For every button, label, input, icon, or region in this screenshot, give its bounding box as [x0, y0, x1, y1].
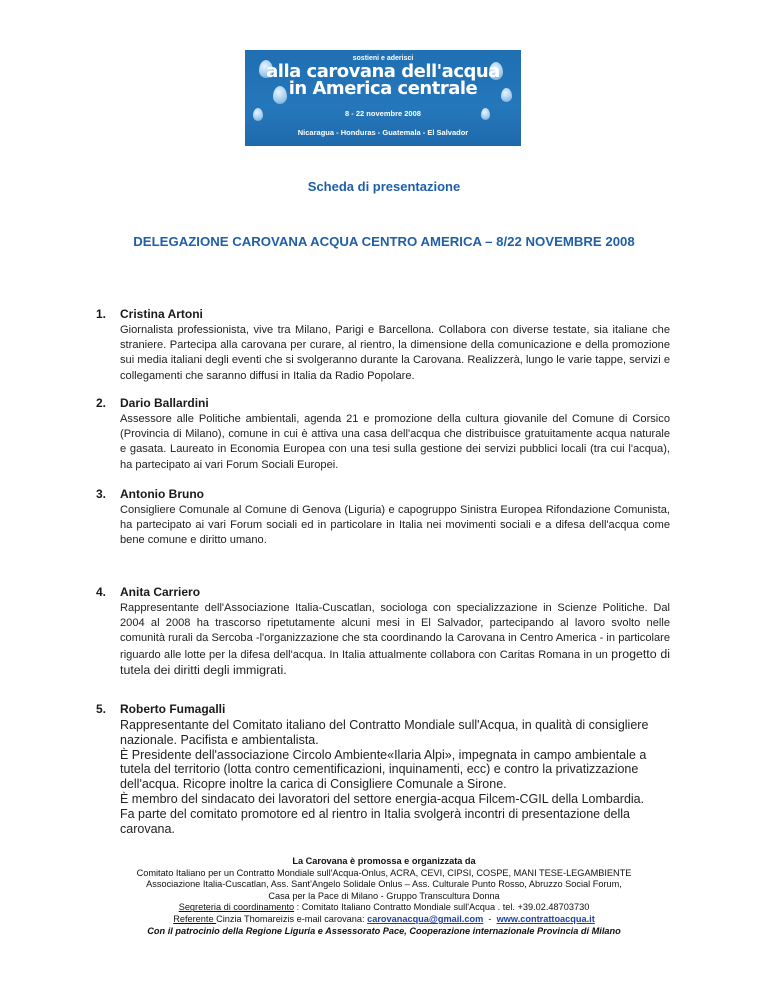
banner-countries: Nicaragua - Honduras - Guatemala - El Salvador — [297, 128, 469, 137]
entry-number: 4. — [96, 585, 107, 599]
list-item — [96, 702, 670, 836]
referent-text: Cinzia Thomareizis e-mail carovana: — [216, 913, 368, 924]
list-item — [96, 307, 670, 384]
banner-title-line1: alla carovana dell'acqua — [266, 61, 500, 82]
entry-description — [120, 718, 670, 836]
entry-name: Cristina Artoni — [120, 307, 203, 321]
entry-heading — [96, 396, 670, 412]
entry-number: 2. — [96, 396, 107, 410]
entry-name: Anita Carriero — [120, 585, 201, 599]
entry-heading — [96, 487, 670, 503]
entry-description-line: Fa parte del comitato promotore ed al rientro in Italia svolgerà incontri di presentazione della — [120, 806, 630, 821]
entry-description: Giornalista professionista, vive tra Milano, Parigi e Barcellona. Collabora con diverse testate, sia italiane che straniere. Partecipa alla carovana per curare, al rientro, la dimensione della comunicazione e della promozione sui media italiani degli eventi che si svolgeranno durante la Carovana. Realizzerà, lungo le varie tappe, servizi e collegamenti che saranno diffusi in Italia da Radio Popolare. — [120, 324, 670, 382]
list-item — [96, 487, 670, 549]
entry-heading — [96, 307, 670, 323]
footer-separator: - — [483, 913, 497, 924]
entry-name: Antonio Bruno — [120, 487, 204, 501]
website-link[interactable]: www.contrattoacqua.it — [496, 913, 595, 924]
entry-heading — [96, 585, 670, 601]
entry-description — [120, 601, 670, 679]
delegation-title: DELEGAZIONE CAROVANA ACQUA CENTRO AMERICA – 8/22 NOVEMBRE 2008 — [133, 234, 635, 249]
entry-name: Roberto Fumagalli — [120, 702, 226, 716]
footer-line: Casa per la Pace di Milano - Gruppo Transcultura Donna — [268, 890, 500, 901]
entry-description-line: È Presidente dell'associazione Circolo Ambiente«Ilaria Alpi», impegnata in campo ambientale a — [120, 747, 647, 762]
banner-logo — [245, 50, 521, 146]
email-link[interactable]: carovanacqua@gmail.com — [367, 913, 484, 924]
banner-title — [245, 63, 521, 97]
secretariat-label: Segreteria di coordinamento — [178, 902, 295, 913]
page-title: Scheda di presentazione — [307, 179, 461, 194]
entry-description: Assessore alle Politiche ambientali, agenda 21 e promozione della cultura giovanile del Comune di Corsico (Provincia di Milano), comune in cui è attiva una casa dell'acqua che distribuisce gratuitamente acqua naturale e gasata. Laureato in Economia Europea con una tesi sulla gestione dei servizi pubblici locali (tra cui l'acqua), ha partecipato ai vari Forum Sociali Europei. — [120, 413, 670, 471]
entry-name: Dario Ballardini — [120, 396, 209, 410]
entry-description: Consigliere Comunale al Comune di Genova (Liguria) e capogruppo Sinistra Europea Rifondazione Comunista, ha partecipato ai vari Forum sociali ed in particolare in Italia nei movimenti sociali e a difesa dell'acqua come bene comune e diritto umano. — [120, 504, 670, 547]
entry-description-main: Rappresentante dell'Associazione Italia-Cuscatlan, sociologa con specializzazione in Scienze Politiche. Dal 2004 al 2008 ha trascorso ripetutamente alcuni mesi in El Salvador, partecipando al lavoro svolto nelle comunità rurali da Sercoba -l'organizzazione che sta coordinando la Carovana in Centro America - in particolare riguardo alle lotte per la difesa dell'acqua. In Italia attualmente collabora con Caritas Romana in un — [120, 602, 670, 661]
entry-description-tail: progetto di tutela dei diritti degli immigrati. — [120, 646, 670, 677]
secretariat-text: : Comitato Italiano Contratto Mondiale sull'Acqua . tel. +39.02.48703730 — [294, 902, 590, 913]
footer — [0, 856, 768, 937]
entry-description-line: Rappresentante del Comitato italiano del Contratto Mondiale sull'Acqua, in qualità di consigliere — [120, 718, 649, 732]
entry-description-line: È membro del sindacato dei lavoratori del settore energia-acqua Filcem-CGIL della Lombardia. — [120, 791, 645, 806]
footer-referent — [0, 914, 768, 926]
referent-label: Referente — [173, 913, 217, 924]
footer-patronage: Con il patrocinio della Regione Liguria e Assessorato Pace, Cooperazione internazionale Provincia di Milano — [147, 925, 621, 936]
footer-promoted: La Carovana è promossa e organizzata da — [292, 856, 476, 866]
entry-description-line: tutela del territorio (lotta contro cementificazioni, inquinamenti, ecc) e contro la privatizzazione — [120, 762, 639, 777]
entry-number: 5. — [96, 702, 107, 716]
entry-heading — [96, 702, 670, 718]
entry-description-line: carovana. — [120, 821, 175, 836]
entry-number: 1. — [96, 307, 107, 321]
entry-description-line: dell'acqua. Ricopre inoltre la carica di Consigliere Comunale a Sirone. — [120, 777, 507, 792]
list-item — [96, 396, 670, 473]
footer-line: Comitato Italiano per un Contratto Mondiale sull'Acqua-Onlus, ACRA, CEVI, CIPSI, COSPE, MANI TESE-LEGAMBIENTE — [136, 867, 632, 878]
banner-dates: 8 - 22 novembre 2008 — [345, 109, 421, 118]
banner-subtitle: sostieni e aderisci — [352, 55, 414, 62]
footer-secretariat — [0, 902, 768, 914]
footer-line: Associazione Italia-Cuscatlan, Ass. Sant'Angelo Solidale Onlus – Ass. Culturale Punto Rosso, Abruzzo Social Forum, — [146, 879, 622, 890]
list-item — [96, 585, 670, 679]
banner-title-line2: in America centrale — [288, 78, 478, 99]
entry-number: 3. — [96, 487, 107, 501]
entry-description-line: nazionale. Pacifista e ambientalista. — [120, 732, 319, 747]
